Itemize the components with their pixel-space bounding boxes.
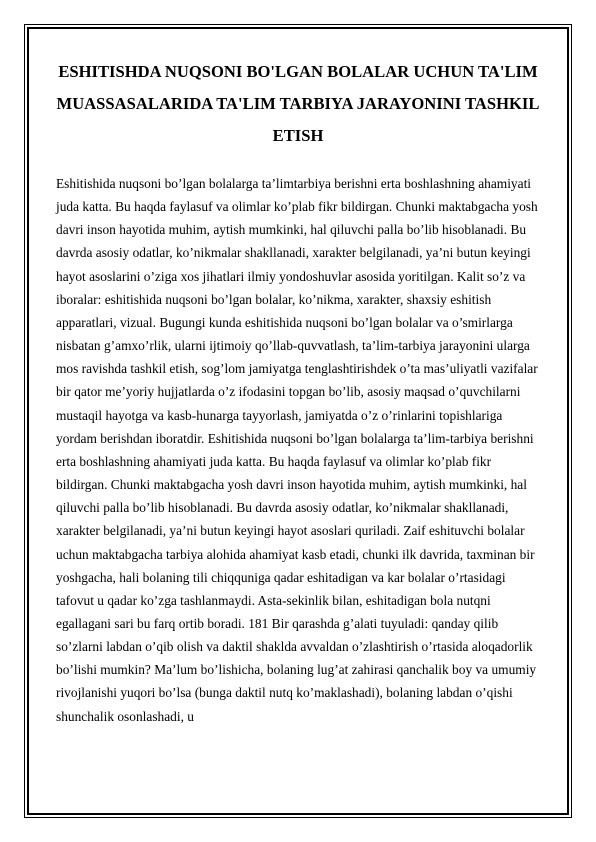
body-paragraph: Eshitishida nuqsoni bo’lgan bolalarga ta’limtarbiya berishni erta boshlashning ahamiyati juda katta. Bu haqda faylasuf va olimlar ko’plab fikr bildirgan. Chunki maktabgacha yosh davri inson hayotida muhim, aytish mumkinki, hal qiluvchi palla bo’lib hisoblanadi. Bu davrda asosiy odatlar, ko’nikmalar shakllanadi, xarakter belgilanadi, ya’ni butun keyingi hayot asoslarini o’ziga xos jihatlari ilmiy yondoshuvlar asosida yoritilgan. Kalit so’z va iboralar: eshitishida nuqsoni bo’lgan bolalar, ko’nikma, xarakter, shaxsiy eshitish apparatlari, vizual. Bugungi kunda eshitishida nuqsoni bo’lgan bolalar va o’smirlarga nisbatan g’amxo’rlik, ularni ijtimoiy qo’llab-quvvatlash, ta’lim-tarbiya jarayonini ularga mos ravishda tashkil etish, sog’lom jamiyatga tenglashtirishdek o’ta mas’uliyatli vazifalar bir qator me’yoriy hujjatlarda o’z ifodasini topgan bo’lib, asosiy maqsad o’quvchilarni mustaqil hayotga va kasb-hunarga tayyorlash, jamiyatda o’z o’rinlarini topishlariga yordam berishdan iboratdir. Eshitishida nuqsoni bo’lgan bolalarga ta’lim-tarbiya berishni erta boshlashning ahamiyati juda katta. Bu haqda faylasuf va olimlar ko’plab fikr bildirgan. Chunki maktabgacha yosh davri inson hayotida muhim, aytish mumkinki, hal qiluvchi palla bo’lib hisoblanadi. Bu davrda asosiy odatlar, ko’nikmalar shakllanadi, xarakter belgilanadi, ya’ni butun keyingi hayot asoslari quriladi. Zaif eshituvchi bolalar uchun maktabgacha tarbiya alohida ahamiyat kasb etadi, chunki ilk davrida, taxminan bir yoshgacha, hali bolaning tili chiqqunigа qadar eshitadigan va kar bolalar o’rtasidagi tafovut u qadar ko’zga tashlanmaydi. Asta-sekinlik bilan, eshitadigan bola nutqni egallagani sari bu farq ortib boradi. 181 Bir qarashda g’alati tuyuladi: qanday qilib so’zlarni labdan o’qib olish va daktil shaklda avvaldan o’zlashtirish o’rtasida aloqadorlik bo’lishi mumkin? Ma’lum bo’lishicha, bolaning lug’at zahirasi qanchalik boy va umumiy rivojlanishi yuqori bo’lsa (bunga daktil nutq ko’maklashadi), bolaning labdan o’qishi shunchalik osonlashadi, u [56, 176, 538, 724]
document-title: ESHITISHDA NUQSONI BO'LGAN BOLALAR UCHUN TA'LIM MUASSASALARIDA TA'LIM TARBIYA JARAYONINI TASHKIL ETISH [56, 62, 540, 145]
